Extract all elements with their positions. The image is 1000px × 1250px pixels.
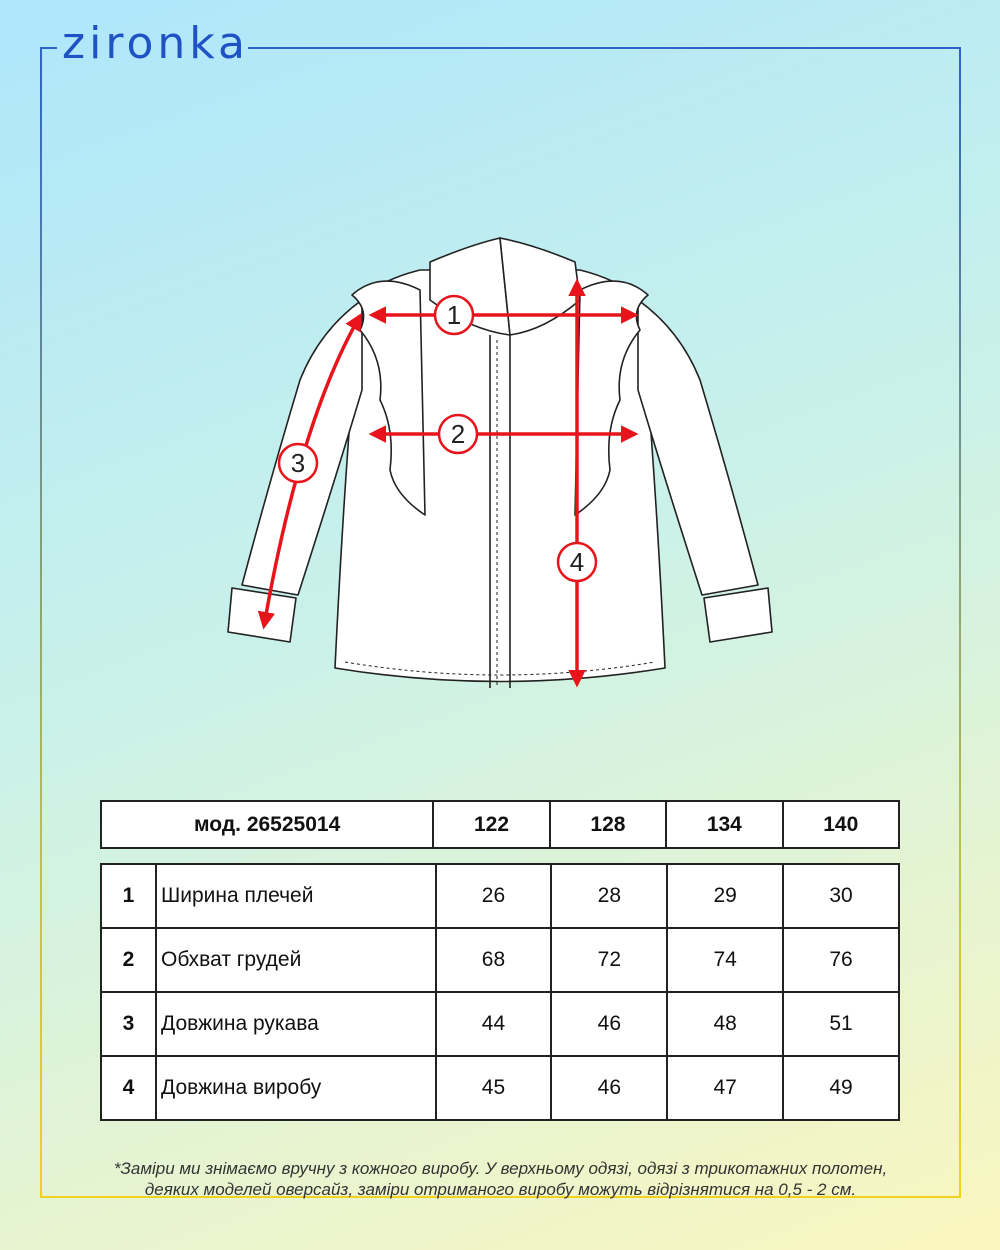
cell-value: 30 xyxy=(783,864,899,928)
cell-value: 76 xyxy=(783,928,899,992)
row-number: 2 xyxy=(101,928,156,992)
row-label: Довжина рукава xyxy=(156,992,436,1056)
table-row xyxy=(101,992,899,1056)
cell-value: 45 xyxy=(436,1056,552,1120)
model-label: мод. 26525014 xyxy=(101,801,433,848)
row-label: Обхват грудей xyxy=(156,928,436,992)
footnote-line-2: деяких моделей оверсайз, заміри отриманого виробу можуть відрізнятися на 0,5 - 2 см. xyxy=(144,1180,857,1199)
row-number: 1 xyxy=(101,864,156,928)
cell-value: 26 xyxy=(436,864,552,928)
cell-value: 51 xyxy=(783,992,899,1056)
size-128: 128 xyxy=(550,801,666,848)
marker-2: 2 xyxy=(450,419,466,449)
marker-3: 3 xyxy=(290,448,306,478)
left-cuff xyxy=(228,588,296,642)
footnote-line-1: *Заміри ми знімаємо вручну з кожного виробу. У верхньому одязі, одязі з трикотажних полотен, xyxy=(113,1159,888,1178)
cell-value: 46 xyxy=(551,992,667,1056)
cell-value: 29 xyxy=(667,864,783,928)
marker-4: 4 xyxy=(569,547,585,577)
measurements-table xyxy=(100,863,900,1121)
table-row xyxy=(101,1056,899,1120)
size-134: 134 xyxy=(666,801,782,848)
cell-value: 46 xyxy=(551,1056,667,1120)
size-140: 140 xyxy=(783,801,899,848)
table-row xyxy=(101,928,899,992)
row-number: 3 xyxy=(101,992,156,1056)
cell-value: 68 xyxy=(436,928,552,992)
cell-value: 47 xyxy=(667,1056,783,1120)
brand-logo: zironka xyxy=(62,18,249,69)
size-header-table xyxy=(100,800,900,849)
cell-value: 48 xyxy=(667,992,783,1056)
footnote xyxy=(40,1158,961,1200)
cell-value: 28 xyxy=(551,864,667,928)
row-label: Ширина плечей xyxy=(156,864,436,928)
row-label: Довжина виробу xyxy=(156,1056,436,1120)
cell-value: 44 xyxy=(436,992,552,1056)
cell-value: 49 xyxy=(783,1056,899,1120)
right-cuff xyxy=(704,588,772,642)
table-row xyxy=(101,864,899,928)
size-122: 122 xyxy=(433,801,549,848)
cell-value: 74 xyxy=(667,928,783,992)
cell-value: 72 xyxy=(551,928,667,992)
marker-1: 1 xyxy=(446,300,462,330)
row-number: 4 xyxy=(101,1056,156,1120)
